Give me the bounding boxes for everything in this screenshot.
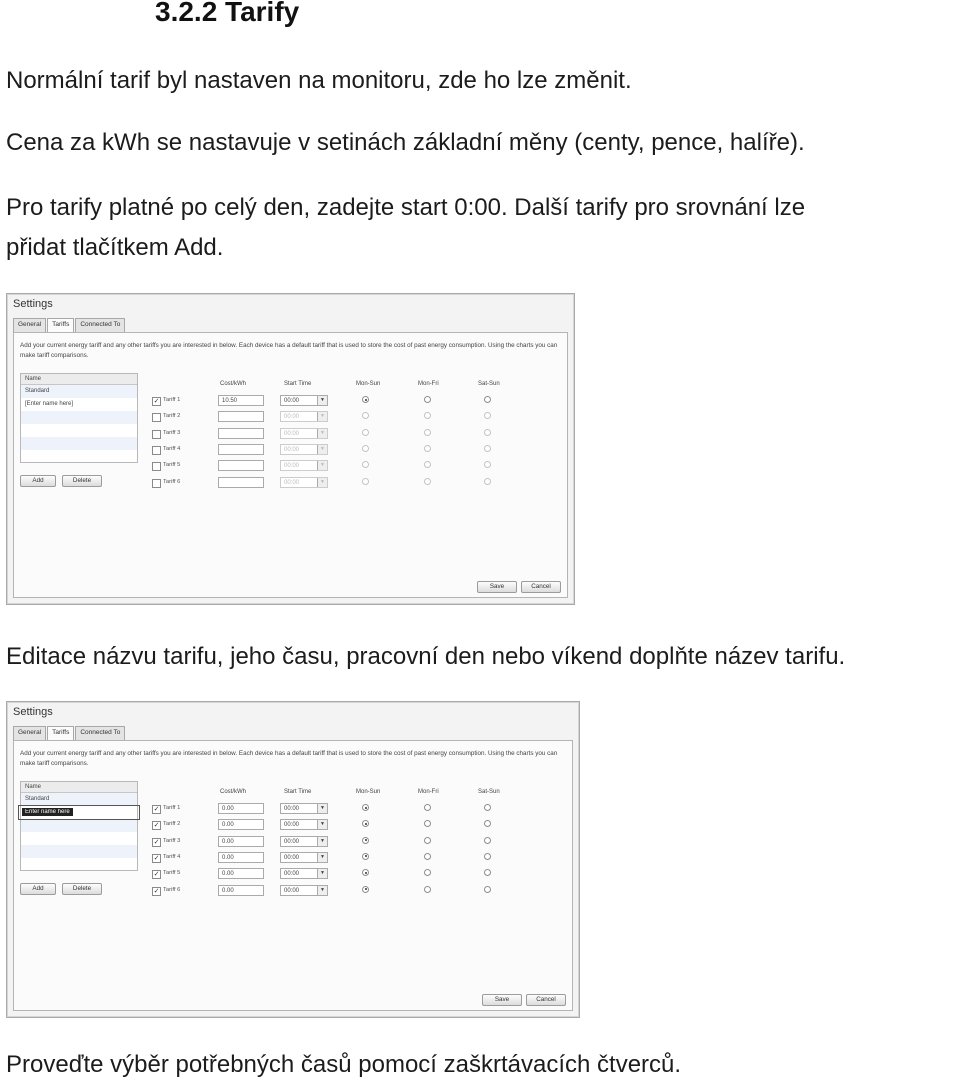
start-time-value: 00:00 — [284, 838, 300, 845]
start-time-select[interactable] — [280, 460, 328, 471]
tariff-row — [152, 836, 572, 850]
tariff-row — [152, 852, 572, 866]
settings-window-2 — [6, 701, 580, 1018]
cost-input[interactable]: 10.50 — [218, 395, 264, 406]
cost-input[interactable] — [218, 411, 264, 422]
list-item-label: [Enter name here] — [25, 401, 74, 407]
column-header: Cost/kWh — [220, 381, 247, 387]
tariff-row — [152, 885, 572, 899]
tariff-label: Tariff 6 — [163, 886, 181, 893]
column-header: Mon-Fri — [418, 789, 439, 795]
start-time-value: 00:00 — [284, 871, 300, 878]
start-time-value: 00:00 — [284, 887, 300, 894]
list-item[interactable] — [21, 832, 137, 845]
sat-sun-radio[interactable] — [484, 429, 491, 436]
tariff-row — [152, 428, 572, 442]
tab-connected-to[interactable]: Connected To — [75, 726, 125, 740]
column-header: Mon-Fri — [418, 381, 439, 387]
paragraph-5: Proveďte výběr potřebných časů pomocí zaškrtávacích čtverců. — [6, 1051, 682, 1078]
list-item-label: Standard — [25, 796, 50, 802]
tab-bar — [13, 318, 126, 332]
mon-fri-radio[interactable] — [424, 461, 431, 468]
chevron-down-icon: ▼ — [317, 804, 327, 813]
add-button[interactable]: Add — [20, 883, 56, 895]
tariff-label: Tariff 6 — [163, 478, 181, 485]
tariff-label: Tariff 5 — [163, 462, 181, 469]
chevron-down-icon: ▼ — [317, 820, 327, 829]
mon-fri-radio[interactable] — [424, 478, 431, 485]
tariff-checkbox[interactable]: ✓ — [153, 854, 160, 862]
list-item[interactable] — [21, 450, 137, 463]
chevron-down-icon: ▼ — [317, 412, 327, 421]
tariff-checkbox[interactable]: ✓ — [153, 838, 160, 846]
start-time-value: 00:00 — [284, 463, 300, 470]
section-heading: 3.2.2 Tarify — [155, 0, 300, 27]
column-header: Start Time — [284, 381, 312, 387]
cost-input[interactable] — [218, 428, 264, 439]
cost-input[interactable]: 0.00 — [218, 868, 264, 879]
tariff-name-list[interactable] — [20, 781, 138, 871]
tariff-checkbox[interactable] — [152, 446, 161, 455]
list-item-label: Standard — [25, 388, 50, 394]
tariff-row — [152, 819, 572, 833]
column-header: Mon-Sun — [356, 789, 381, 795]
mon-sun-radio[interactable] — [362, 869, 369, 876]
mon-fri-radio[interactable] — [424, 412, 431, 419]
save-button[interactable]: Save — [482, 994, 522, 1006]
tab-general[interactable]: General — [13, 726, 46, 740]
tariff-checkbox[interactable]: ✓ — [153, 806, 160, 813]
chevron-down-icon: ▼ — [317, 445, 327, 454]
start-time-value: 00:00 — [284, 398, 300, 404]
list-buttons — [20, 883, 102, 895]
cost-input[interactable]: 0.00 — [218, 819, 264, 830]
cost-input[interactable]: 0.00 — [218, 803, 264, 814]
tariff-checkbox[interactable]: ✓ — [153, 871, 160, 879]
list-item[interactable] — [21, 845, 137, 858]
cost-input[interactable] — [218, 444, 264, 455]
mon-fri-radio[interactable] — [424, 837, 431, 844]
window-title: Settings — [13, 706, 53, 718]
paragraph-2: Cena za kWh se nastavuje v setinách základní měny (centy, pence, halíře). — [6, 129, 805, 156]
mon-fri-radio[interactable] — [424, 396, 431, 403]
tariff-label: Tariff 5 — [163, 870, 181, 877]
list-item[interactable] — [21, 437, 137, 450]
cost-input[interactable]: 0.00 — [218, 836, 264, 847]
mon-fri-radio[interactable] — [424, 869, 431, 876]
name-column-header: Name — [21, 374, 137, 385]
start-time-select[interactable] — [280, 868, 328, 879]
tariff-label: Tariff 3 — [163, 429, 181, 436]
mon-sun-radio[interactable] — [362, 853, 369, 860]
tab-tariffs[interactable]: Tariffs — [47, 318, 74, 332]
mon-sun-radio[interactable] — [362, 412, 369, 419]
sat-sun-radio[interactable] — [484, 461, 491, 468]
sat-sun-radio[interactable] — [484, 886, 491, 893]
mon-fri-radio[interactable] — [424, 445, 431, 452]
start-time-value: 00:00 — [284, 479, 300, 486]
chevron-down-icon: ▼ — [317, 429, 327, 438]
chevron-down-icon: ▼ — [317, 869, 327, 878]
sat-sun-radio[interactable] — [484, 869, 491, 876]
list-item[interactable] — [21, 858, 137, 871]
sat-sun-radio[interactable] — [484, 396, 491, 403]
chevron-down-icon: ▼ — [317, 461, 327, 470]
list-item[interactable] — [21, 424, 137, 437]
list-item[interactable] — [19, 806, 139, 819]
tariff-checkbox[interactable]: ✓ — [153, 887, 160, 895]
list-item[interactable] — [21, 793, 137, 806]
list-item[interactable] — [21, 398, 137, 411]
paragraph-3-line-2: přidat tlačítkem Add. — [6, 234, 224, 261]
tariff-row — [152, 477, 572, 491]
mon-sun-radio[interactable] — [362, 820, 369, 827]
tariffs-panel — [13, 740, 573, 1011]
tariff-checkbox[interactable]: ✓ — [153, 398, 160, 405]
list-item[interactable] — [21, 819, 137, 832]
start-time-select[interactable] — [280, 852, 328, 863]
mon-sun-radio[interactable] — [362, 429, 369, 436]
tariffs-panel — [13, 332, 568, 598]
column-header: Cost/kWh — [220, 789, 247, 795]
start-time-select[interactable] — [280, 885, 328, 896]
tariff-row — [152, 411, 572, 425]
column-header: Mon-Sun — [356, 381, 381, 387]
tariff-checkbox[interactable] — [152, 430, 161, 439]
chevron-down-icon: ▼ — [317, 396, 327, 405]
cancel-button[interactable]: Cancel — [521, 581, 561, 593]
mon-sun-radio[interactable] — [362, 396, 369, 403]
column-header: Sat-Sun — [478, 381, 500, 387]
chevron-down-icon: ▼ — [317, 478, 327, 487]
panel-description: Add your current energy tariff and any other tariffs you are interested in below. Each device has a default tariff that is used to store the cost of past energy consumption. Using the charts you can make tariff comparisons. — [20, 342, 558, 359]
tariff-row — [152, 444, 572, 458]
tariff-label: Tariff 2 — [163, 821, 181, 828]
start-time-value: 00:00 — [284, 414, 300, 421]
mon-sun-radio[interactable] — [362, 445, 369, 452]
mon-sun-radio[interactable] — [362, 804, 369, 811]
cost-input[interactable]: 0.00 — [218, 885, 264, 896]
chevron-down-icon: ▼ — [317, 886, 327, 895]
tariff-label: Tariff 4 — [163, 853, 181, 860]
mon-fri-radio[interactable] — [424, 820, 431, 827]
mon-sun-radio[interactable] — [362, 886, 369, 893]
tab-general[interactable]: General — [13, 318, 46, 332]
tariff-checkbox[interactable] — [152, 413, 161, 422]
list-buttons — [20, 475, 102, 487]
tariff-label: Tariff 1 — [163, 805, 181, 811]
start-time-value: 00:00 — [284, 446, 300, 453]
start-time-value: 00:00 — [284, 430, 300, 437]
name-column-header: Name — [21, 782, 137, 793]
tariff-label: Tariff 4 — [163, 445, 181, 452]
tariff-row — [152, 803, 572, 817]
chevron-down-icon: ▼ — [317, 853, 327, 862]
list-item[interactable] — [21, 385, 137, 398]
start-time-select[interactable] — [280, 803, 328, 814]
paragraph-1: Normální tarif byl nastaven na monitoru, zde ho lze změnit. — [6, 67, 632, 94]
tariff-label: Tariff 1 — [163, 397, 181, 403]
delete-button[interactable]: Delete — [62, 883, 102, 895]
settings-window-1 — [6, 293, 575, 605]
cancel-button[interactable]: Cancel — [526, 994, 566, 1006]
paragraph-3-line-1: Pro tarify platné po celý den, zadejte start 0:00. Další tarify pro srovnání lze — [6, 194, 806, 221]
start-time-value: 00:00 — [284, 822, 300, 829]
mon-fri-radio[interactable] — [424, 804, 431, 811]
sat-sun-radio[interactable] — [484, 820, 491, 827]
tab-bar — [13, 726, 126, 740]
tab-tariffs[interactable]: Tariffs — [47, 726, 74, 740]
mon-fri-radio[interactable] — [424, 429, 431, 436]
column-header: Sat-Sun — [478, 789, 500, 795]
list-item[interactable] — [21, 411, 137, 424]
mon-fri-radio[interactable] — [424, 886, 431, 893]
chevron-down-icon: ▼ — [317, 837, 327, 846]
delete-button[interactable]: Delete — [62, 475, 102, 487]
cost-input[interactable]: 0.00 — [218, 852, 264, 863]
cost-input[interactable] — [218, 460, 264, 471]
sat-sun-radio[interactable] — [484, 478, 491, 485]
column-header: Start Time — [284, 789, 312, 795]
panel-description: Add your current energy tariff and any other tariffs you are interested in below. Each device has a default tariff that is used to store the cost of past energy consumption. Using the charts you can make tariff comparisons. — [20, 750, 558, 767]
tab-connected-to[interactable]: Connected To — [75, 318, 125, 332]
tariff-checkbox[interactable] — [152, 479, 161, 488]
sat-sun-radio[interactable] — [484, 837, 491, 844]
sat-sun-radio[interactable] — [484, 445, 491, 452]
sat-sun-radio[interactable] — [484, 412, 491, 419]
tariff-row — [152, 460, 572, 474]
start-time-select[interactable] — [280, 428, 328, 439]
tariff-checkbox[interactable] — [152, 462, 161, 471]
tariff-row — [152, 395, 572, 409]
sat-sun-radio[interactable] — [484, 804, 491, 811]
paragraph-4: Editace názvu tarifu, jeho času, pracovní den nebo víkend doplňte název tarifu. — [6, 643, 846, 670]
tariff-row — [152, 868, 572, 882]
mon-sun-radio[interactable] — [362, 837, 369, 844]
tariff-label: Tariff 2 — [163, 413, 181, 420]
start-time-value: 00:00 — [284, 854, 300, 861]
start-time-select[interactable] — [280, 444, 328, 455]
start-time-select[interactable] — [280, 411, 328, 422]
cost-input[interactable] — [218, 477, 264, 488]
window-title: Settings — [13, 298, 53, 310]
start-time-select[interactable] — [280, 477, 328, 488]
dialog-buttons — [477, 581, 561, 593]
start-time-select[interactable] — [280, 836, 328, 847]
mon-fri-radio[interactable] — [424, 853, 431, 860]
start-time-select[interactable] — [280, 819, 328, 830]
dialog-buttons — [482, 994, 566, 1006]
tariff-name-list[interactable] — [20, 373, 138, 463]
tariff-checkbox[interactable]: ✓ — [153, 822, 160, 830]
start-time-select[interactable] — [280, 395, 328, 406]
mon-sun-radio[interactable] — [362, 478, 369, 485]
mon-sun-radio[interactable] — [362, 461, 369, 468]
list-item-label: Enter name here — [25, 809, 70, 815]
start-time-value: 00:00 — [284, 806, 300, 812]
sat-sun-radio[interactable] — [484, 853, 491, 860]
tariff-label: Tariff 3 — [163, 837, 181, 844]
add-button[interactable]: Add — [20, 475, 56, 487]
save-button[interactable]: Save — [477, 581, 517, 593]
